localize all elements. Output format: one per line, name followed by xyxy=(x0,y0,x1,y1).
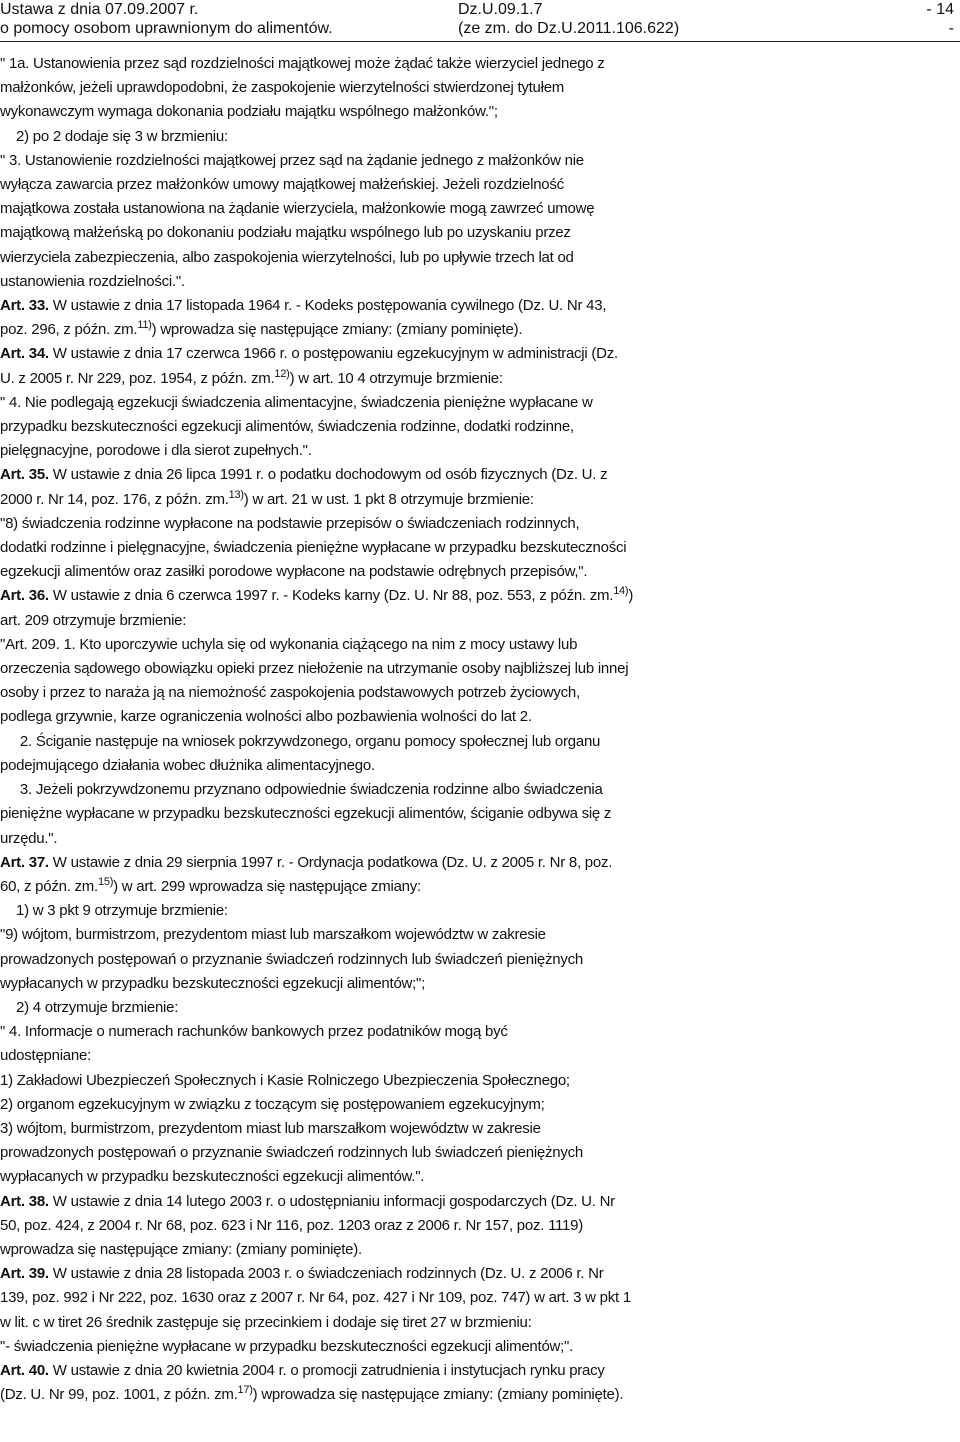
text-segment: U. z 2005 r. Nr 229, poz. 1954, z późn. zm. xyxy=(0,369,275,387)
text-line: ustanowienia rozdzielności.". xyxy=(0,272,185,290)
page-number-dash: - xyxy=(948,20,954,37)
text-line: osoby i przez to naraża ją na niemożność zaspokojenia podstawowych potrzeb życiowych, xyxy=(0,684,580,702)
article-line xyxy=(0,584,956,608)
article-number: Art. 34. xyxy=(0,345,49,363)
text-line: "- świadczenia pieniężne wypłacane w przypadku bezskuteczności egzekucji alimentów;". xyxy=(0,1337,574,1355)
header-divider xyxy=(0,41,960,42)
article-line xyxy=(0,463,956,487)
article-line xyxy=(0,1190,956,1214)
text-line: " 4. Informacje o numerach rachunków bankowych przez podatników mogą być xyxy=(0,1023,508,1041)
article-line xyxy=(0,851,956,875)
text-segment: ) w art. 21 w ust. 1 pkt 8 otrzymuje brzmienie: xyxy=(243,490,534,508)
text-line: podlega grzywnie, karze ograniczenia wolności albo pozbawienia wolności do lat 2. xyxy=(0,708,532,726)
header-act-date: Ustawa z dnia 07.09.2007 r. xyxy=(0,1,199,18)
text-segment: ) w art. 10 4 otrzymuje brzmienie: xyxy=(289,369,503,387)
article-text: W ustawie z dnia 20 kwietnia 2004 r. o promocji zatrudnienia i instytucjach rynku pracy xyxy=(48,1361,605,1379)
footnote-ref: 14) xyxy=(613,585,629,598)
text-line: majątkową małżeńską po dokonaniu podziału majątku wspólnego lub po uzyskaniu przez xyxy=(0,224,571,242)
article-text: W ustawie z dnia 28 listopada 2003 r. o świadczeniach rodzinnych (Dz. U. z 2006 r. Nr xyxy=(48,1265,604,1283)
text-line: małżonków, jeżeli uprawdopodobni, że zaspokojenie wierzytelności stwierdzonej tytułem xyxy=(0,79,565,97)
header-journal-ref xyxy=(458,0,679,38)
text-line: " 3. Ustanowienie rozdzielności majątkowej przez sąd na żądanie jednego z małżonków nie xyxy=(0,151,584,169)
text-line: przypadku bezskuteczności egzekucji alimentów, świadczenia rodzinne, dodatki rodzinne, xyxy=(0,418,574,436)
footnote-ref: 15) xyxy=(97,875,114,888)
text-line: orzeczenia sądowego obowiązku opieki przez niełożenie na utrzymanie osoby najbliższej lub innej xyxy=(0,660,629,678)
article-number: Art. 40. xyxy=(0,1361,49,1379)
text-segment: 2000 r. Nr 14, poz. 176, z późn. zm. xyxy=(0,490,229,508)
text-line: wykonawczym wymaga dokonania podziału majątku wspólnego małżonków."; xyxy=(0,103,498,121)
article-line xyxy=(0,294,956,318)
text-segment: ) wprowadza się następujące zmiany: (zmiany pominięte). xyxy=(151,321,523,339)
text-line: wprowadza się następujące zmiany: (zmiany pominięte). xyxy=(0,1240,362,1258)
article-number: Art. 35. xyxy=(0,466,49,484)
text-line-content: 2) po 2 dodaje się 3 w brzmieniu: xyxy=(16,127,228,145)
text-line: prowadzonych postępowań o przyznanie świadczeń rodzinnych lub świadczeń pieniężnych xyxy=(0,1144,583,1162)
article-number: Art. 39. xyxy=(0,1265,49,1283)
text-line: 50, poz. 424, z 2004 r. Nr 68, poz. 623 i Nr 116, poz. 1203 oraz z 2006 r. Nr 157, poz. 1119) xyxy=(0,1216,583,1234)
text-line xyxy=(0,1383,956,1407)
text-segment: poz. 296, z późn. zm. xyxy=(0,321,138,339)
document-body xyxy=(0,52,956,1407)
text-segment: 60, z późn. zm. xyxy=(0,877,98,895)
text-segment: (Dz. U. Nr 99, poz. 1001, z późn. zm. xyxy=(0,1386,238,1404)
text-line: "8) świadczenia rodzinne wypłacone na podstawie przepisów o świadczeniach rodzinnych, xyxy=(0,514,580,532)
text-line: 3) wójtom, burmistrzom, prezydentom miast lub marszałkom województw w zakresie xyxy=(0,1119,541,1137)
text-line: 139, poz. 992 i Nr 222, poz. 1630 oraz z 2007 r. Nr 64, poz. 427 i Nr 109, poz. 747) w art. 3 w pkt 1 xyxy=(0,1289,631,1307)
text-line-content: 1) w 3 pkt 9 otrzymuje brzmienie: xyxy=(16,902,228,920)
text-line: urzędu.". xyxy=(0,829,58,847)
text-line: 2) organom egzekucyjnym w związku z toczącym się postępowaniem egzekucyjnym; xyxy=(0,1095,545,1113)
text-line: podejmującego działania wobec dłużnika alimentacyjnego. xyxy=(0,756,375,774)
header-act-name: o pomocy osobom uprawnionym do alimentów. xyxy=(0,20,333,37)
text-line: " 1a. Ustanowienia przez sąd rozdzielności majątkowej może żądać także wierzyciel jednego z xyxy=(0,55,605,72)
article-line xyxy=(0,1262,956,1286)
text-line: wyłącza zawarcia przez małżonków umowy majątkowej małżeńskiej. Jeżeli rozdzielność xyxy=(0,176,564,194)
header-act-title xyxy=(0,0,333,38)
text-segment: ) xyxy=(628,587,634,605)
text-line: w lit. c w tiret 26 średnik zastępuje się przecinkiem i dodaje się tiret 27 w brzmieniu: xyxy=(0,1313,532,1331)
text-line-content: 3. Jeżeli pokrzywdzonemu przyznano odpowiednie świadczenia rodzinne albo świadczenia xyxy=(16,781,603,799)
text-line xyxy=(0,488,956,512)
text-line xyxy=(0,875,956,899)
text-line: majątkowa została ustanowiona na żądanie wierzyciela, małżonkowie mogą zawrzeć umowę xyxy=(0,200,595,218)
text-line: "Art. 209. 1. Kto uporczywie uchyla się od wykonania ciążącego na nim z mocy ustawy lub xyxy=(0,635,578,653)
footnote-ref: 13) xyxy=(228,488,244,501)
text-line: pielęgnacyjne, porodowe i dla sierot zupełnych.". xyxy=(0,442,312,460)
text-line-content: 2. Ściganie następuje na wniosek pokrzywdzonego, organu pomocy społecznej lub organu xyxy=(16,732,601,750)
article-line xyxy=(0,1359,956,1383)
article-text: W ustawie z dnia 29 sierpnia 1997 r. - Ordynacja podatkowa (Dz. U. z 2005 r. Nr 8, poz. xyxy=(48,853,613,871)
text-line: 1) Zakładowi Ubezpieczeń Społecznych i Kasie Rolniczego Ubezpieczenia Społecznego; xyxy=(0,1071,570,1089)
article-text: W ustawie z dnia 17 czerwca 1966 r. o postępowaniu egzekucyjnym w administracji (Dz. xyxy=(48,345,618,363)
article-text: W ustawie z dnia 6 czerwca 1997 r. - Kodeks karny (Dz. U. Nr 88, poz. 553, z późn. zm. xyxy=(48,587,614,605)
text-line: dodatki rodzinne i pielęgnacyjne, świadczenia pieniężne wypłacane w przypadku bezskuteczności xyxy=(0,539,627,557)
text-line xyxy=(0,996,956,1020)
text-line: wierzyciela zabezpieczenia, albo zaspokojenia wierzytelności, lub po upływie trzech lat od xyxy=(0,248,574,266)
text-line xyxy=(0,367,956,391)
text-line xyxy=(0,730,956,754)
page-number: - 14 xyxy=(926,1,954,18)
text-line-content: 2) 4 otrzymuje brzmienie: xyxy=(16,998,179,1016)
text-line xyxy=(0,899,956,923)
text-line: " 4. Nie podlegają egzekucji świadczenia alimentacyjne, świadczenia pieniężne wypłacane w xyxy=(0,393,593,411)
text-line xyxy=(0,125,956,149)
text-line xyxy=(0,778,956,802)
text-segment: ) w art. 299 wprowadza się następujące zmiany: xyxy=(113,877,421,895)
text-line xyxy=(0,318,956,342)
article-text: W ustawie z dnia 14 lutego 2003 r. o udostępnianiu informacji gospodarczych (Dz. U. Nr xyxy=(48,1192,615,1210)
text-line: art. 209 otrzymuje brzmienie: xyxy=(0,611,187,629)
header-amendments: (ze zm. do Dz.U.2011.106.622) xyxy=(458,20,680,37)
footnote-ref: 11) xyxy=(137,319,152,332)
article-line xyxy=(0,342,956,366)
article-number: Art. 36. xyxy=(0,587,49,605)
header-page-number xyxy=(926,0,954,38)
article-number: Art. 38. xyxy=(0,1192,49,1210)
article-number: Art. 33. xyxy=(0,297,49,315)
footnote-ref: 12) xyxy=(274,367,290,380)
article-text: W ustawie z dnia 17 listopada 1964 r. - Kodeks postępowania cywilnego (Dz. U. Nr 43, xyxy=(48,297,607,315)
text-line: egzekucji alimentów oraz zasiłki porodowe wypłacone na podstawie odrębnych przepisów,". xyxy=(0,563,588,581)
text-line: prowadzonych postępowań o przyznanie świadczeń rodzinnych lub świadczeń pieniężnych xyxy=(0,950,583,968)
article-text: W ustawie z dnia 26 lipca 1991 r. o podatku dochodowym od osób fizycznych (Dz. U. z xyxy=(48,466,608,484)
footnote-ref: 17) xyxy=(237,1384,253,1397)
text-segment: ) wprowadza się następujące zmiany: (zmiany pominięte). xyxy=(252,1386,624,1404)
text-line: wypłacanych w przypadku bezskuteczności egzekucji alimentów;"; xyxy=(0,974,426,992)
text-line: wypłacanych w przypadku bezskuteczności egzekucji alimentów.". xyxy=(0,1168,425,1186)
text-line: pieniężne wypłacane w przypadku bezskuteczności egzekucji alimentów, ściganie odbywa się z xyxy=(0,805,612,823)
header-journal-id: Dz.U.09.1.7 xyxy=(458,1,543,18)
text-line: udostępniane: xyxy=(0,1047,91,1065)
page-header xyxy=(0,0,960,40)
text-line: "9) wójtom, burmistrzom, prezydentom miast lub marszałkom województw w zakresie xyxy=(0,926,546,944)
article-number: Art. 37. xyxy=(0,853,49,871)
